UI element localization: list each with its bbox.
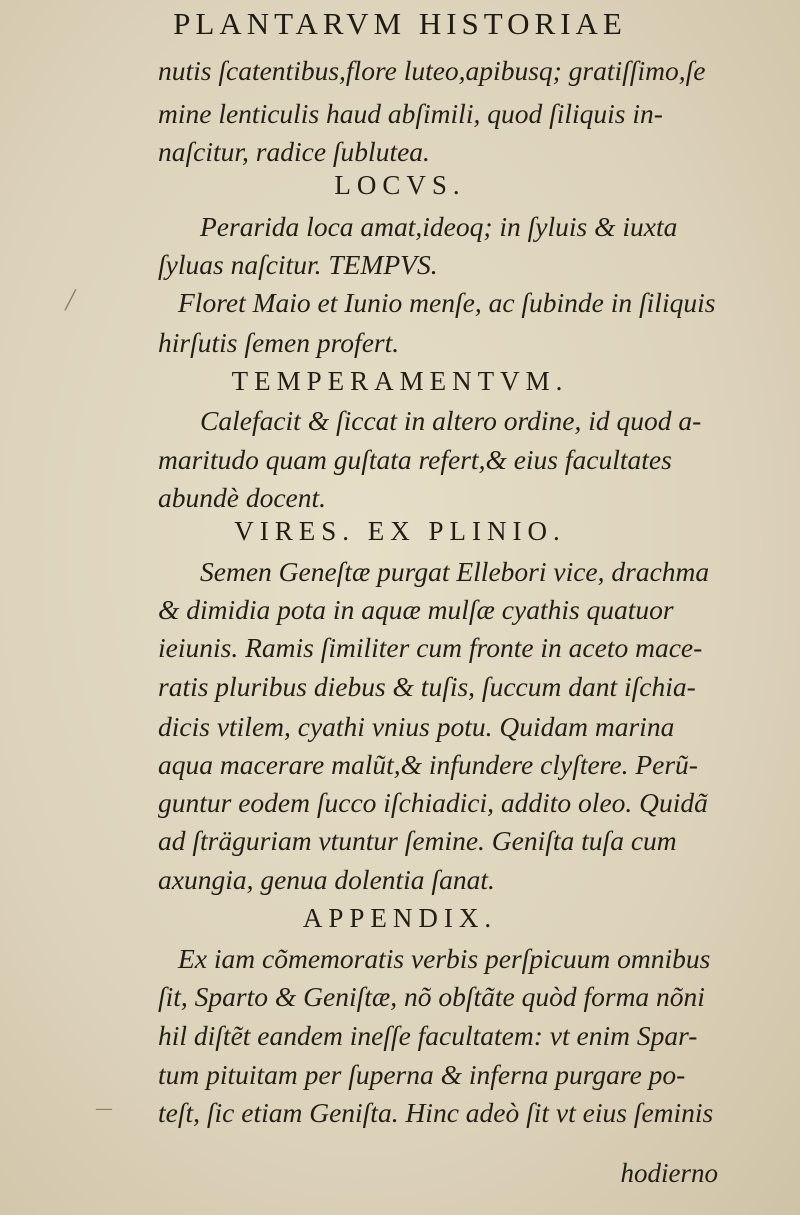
text-line: tum pituitam per ſuperna & inferna purgare po- (158, 1059, 686, 1090)
text-line: mine lenticulis haud abſimili, quod ſiliquis in- (158, 98, 663, 129)
margin-mark: ╱ (65, 290, 76, 311)
text-line: axungia, genua dolentia ſanat. (158, 864, 495, 895)
text-line: maritudo quam guſtata refert,& eius facultates (158, 444, 672, 475)
text-line: ad ſträguriam vtuntur ſemine. Geniſta tuſa cum (158, 825, 677, 856)
text-line: Calefacit & ſiccat in altero ordine, id quod a- (200, 405, 702, 436)
text-line: abundè docent. (158, 482, 327, 513)
margin-mark: — (95, 1098, 113, 1119)
text-line: ieiunis. Ramis ſimiliter cum fronte in aceto mace- (158, 632, 703, 663)
text-line: teſt, ſic etiam Geniſta. Hinc adeò ſit vt eius ſeminis (158, 1097, 714, 1128)
text-line: Perarida loca amat,ideoq; in ſyluis & iuxta (200, 211, 678, 242)
text-line: hirſutis ſemen profert. (158, 327, 400, 358)
text-line: guntur eodem ſucco iſchiadici, addito oleo. Quidã (158, 787, 708, 818)
section-heading: LOCVS. (334, 170, 466, 200)
text-line: Semen Geneſtæ purgat Ellebori vice, drachma (200, 556, 710, 587)
text-line: aqua macerare malũt,& infundere clyſtere. Perũ- (158, 749, 698, 780)
text-line: & dimidia pota in aquæ mulſæ cyathis quatuor (158, 594, 674, 625)
text-line: ſit, Sparto & Geniſtæ, nõ obſtãte quòd forma nõni (158, 981, 705, 1012)
catchword: hodierno (620, 1158, 718, 1188)
text-line: dicis vtilem, cyathi vnius potu. Quidam marina (158, 711, 675, 742)
section-heading: APPENDIX. (302, 903, 498, 933)
running-header: PLANTARVM HISTORIAE (173, 6, 627, 41)
section-heading: VIRES. EX PLINIO. (234, 516, 566, 546)
text-line: Floret Maio et Iunio menſe, ac ſubinde in ſiliquis (178, 287, 716, 318)
text-line: naſcitur, radice ſubluteа. (158, 136, 430, 167)
section-heading: TEMPERAMENTVM. (231, 366, 569, 396)
text-line: ratis pluribus diebus & tuſis, ſuccum dant iſchia- (158, 671, 696, 702)
text-line: nutis ſcatentibus,flore luteo,apibusq; gratiſſimo,ſe (158, 55, 706, 86)
text-line: Ex iam cõmemoratis verbis perſpicuum omnibus (178, 943, 711, 974)
text-line: hil diſtẽt eandem ineſſe facultatem: vt enim Spar- (158, 1020, 698, 1051)
text-line: ſyluas naſcitur. TEMPVS. (158, 249, 438, 280)
